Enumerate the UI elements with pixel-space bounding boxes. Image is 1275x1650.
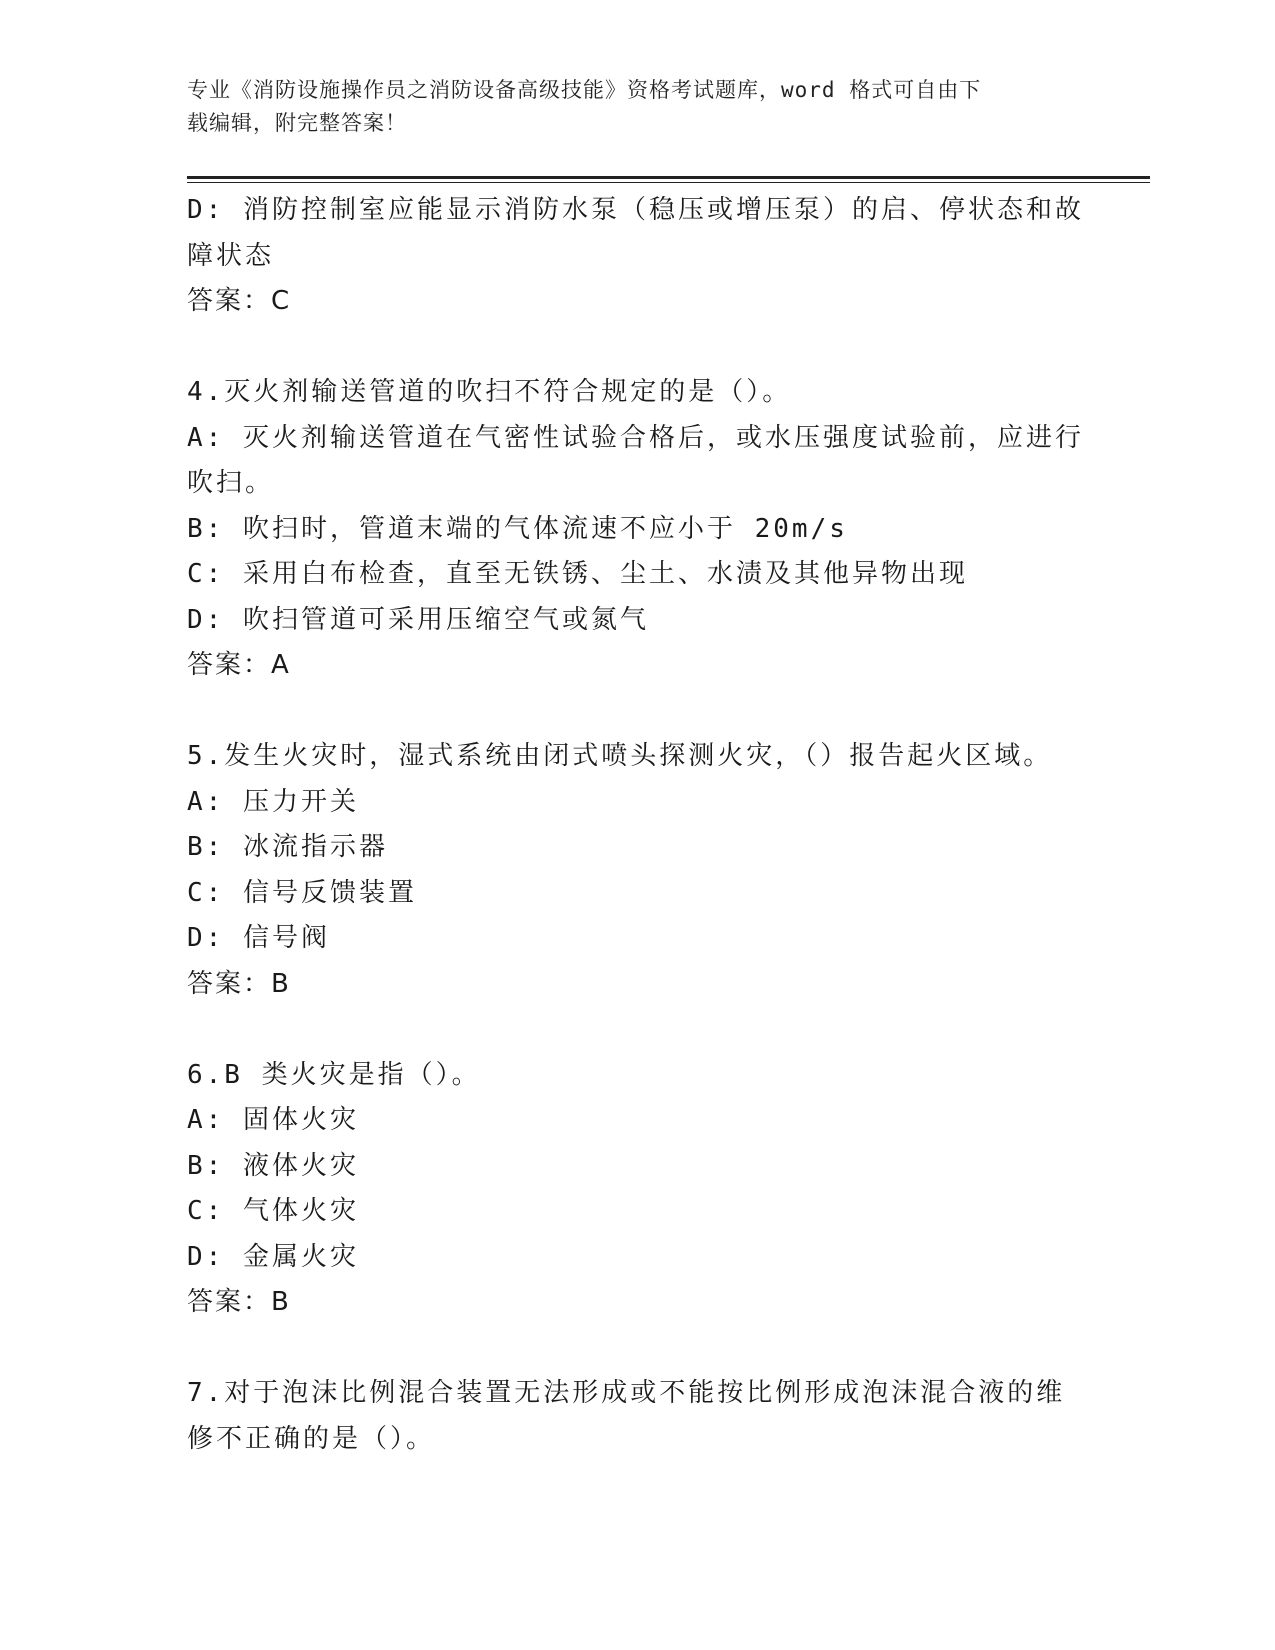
question-4 xyxy=(187,370,1087,689)
question-stem-line-2: 修不正确的是（）。 xyxy=(187,1423,436,1454)
question-stem: 5.发生火灾时，湿式系统由闭式喷头探测火灾，（）报告起火区域。 xyxy=(187,741,1053,771)
question-list xyxy=(187,188,1087,1462)
header-title-line-2: 载编辑，附完整答案！ xyxy=(187,111,407,135)
option-c: C: 采用白布检查，直至无铁锈、尘土、水渍及其他异物出现 xyxy=(187,559,968,589)
option-c: C: 气体火灾 xyxy=(187,1196,359,1226)
option-d: D: 金属火灾 xyxy=(187,1241,359,1272)
question-stem-line-1: 7.对于泡沫比例混合装置无法形成或不能按比例形成泡沫混合液的维 xyxy=(187,1378,1066,1408)
option-d: D: 信号阀 xyxy=(187,923,330,953)
answer-line: 答案：C xyxy=(187,286,292,316)
answer-line: 答案：B xyxy=(187,968,291,999)
header-divider-thin xyxy=(187,182,1150,183)
option-b: B: 冰流指示器 xyxy=(187,832,388,862)
option-b: B: 液体火灾 xyxy=(187,1150,359,1181)
answer-line: 答案：B xyxy=(187,1287,291,1317)
option-d-line-1: D: 消防控制室应能显示消防水泵（稳压或增压泵）的启、停状态和故 xyxy=(187,195,1084,225)
document-header xyxy=(187,74,1067,140)
question-stem: 6.B 类火灾是指（）。 xyxy=(187,1059,481,1090)
option-a: A: 压力开关 xyxy=(187,786,359,817)
option-c: C: 信号反馈装置 xyxy=(187,877,417,908)
header-divider-thick xyxy=(187,176,1150,179)
question-continued xyxy=(187,188,1087,325)
question-stem: 4.灭火剂输送管道的吹扫不符合规定的是（）。 xyxy=(187,377,792,407)
question-6 xyxy=(187,1053,1087,1326)
option-a: A: 固体火灾 xyxy=(187,1105,359,1135)
option-d-line-2: 障状态 xyxy=(187,240,275,271)
answer-line: 答案：A xyxy=(187,650,291,680)
question-5 xyxy=(187,734,1087,1007)
question-7 xyxy=(187,1371,1087,1462)
option-a-line-1: A: 灭火剂输送管道在气密性试验合格后，或水压强度试验前，应进行 xyxy=(187,422,1084,453)
option-b: B: 吹扫时，管道末端的气体流速不应小于 20m/s xyxy=(187,513,848,544)
header-title-line-1: 专业《消防设施操作员之消防设备高级技能》资格考试题库，word 格式可自由下 xyxy=(187,78,982,102)
option-d: D: 吹扫管道可采用压缩空气或氮气 xyxy=(187,604,649,635)
option-a-line-2: 吹扫。 xyxy=(187,468,275,498)
